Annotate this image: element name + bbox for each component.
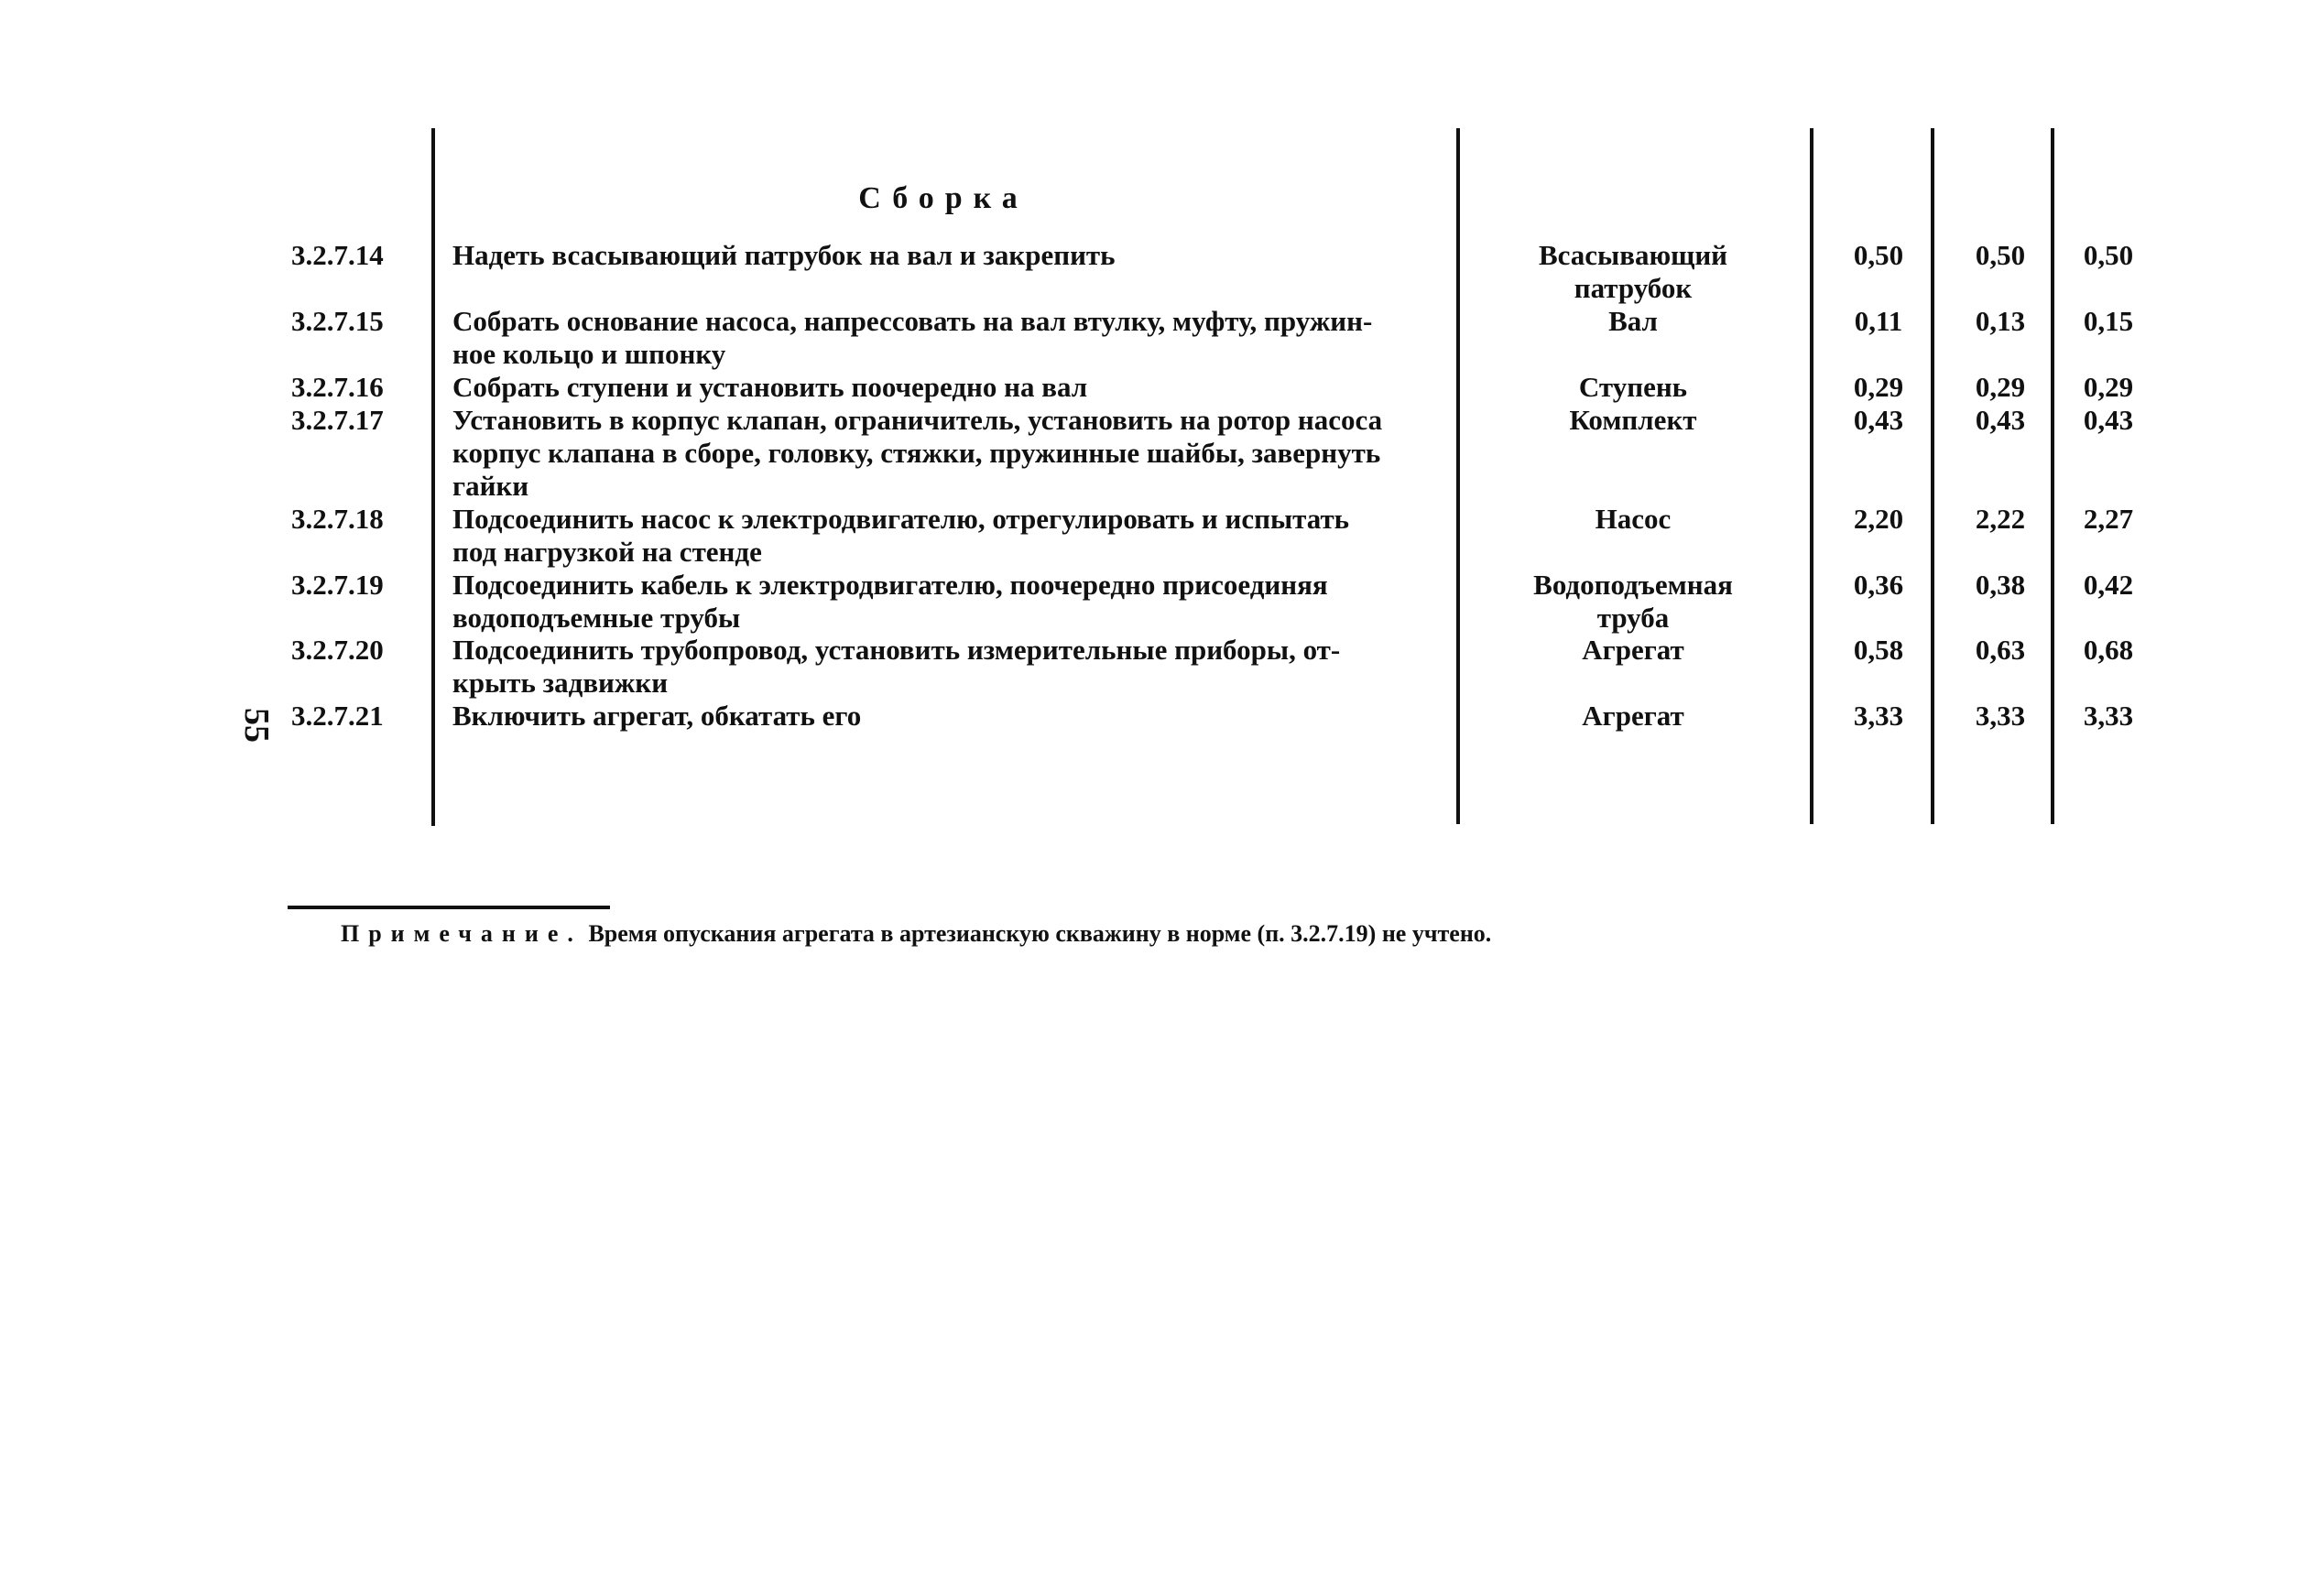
row-code: 3.2.7.18 (291, 503, 384, 535)
row-unit: Агрегат (1582, 634, 1684, 666)
row-value-3: 0,15 (2083, 305, 2134, 337)
row-value-2: 0,63 (1975, 634, 2026, 666)
row-value-1: 0,43 (1853, 404, 1904, 436)
row-operation: Включить агрегат, обкатать его (452, 700, 862, 732)
row-code: 3.2.7.15 (291, 305, 384, 337)
footnote-rule (288, 906, 610, 909)
page-number: 55 (237, 708, 276, 743)
row-operation: Собрать основание насоса, напрессовать на вал втулку, муфту, пружин- ное кольцо и шпонку (452, 305, 1373, 370)
row-code: 3.2.7.21 (291, 700, 384, 732)
row-value-3: 0,68 (2083, 634, 2134, 666)
row-value-1: 0,11 (1854, 305, 1903, 337)
row-code: 3.2.7.19 (291, 569, 384, 601)
row-value-3: 3,33 (2083, 700, 2134, 732)
footnote-label: Примечание. (341, 920, 583, 947)
footnote-text: Время опускания агрегата в артезианскую скважину в норме (п. 3.2.7.19) не учтено. (588, 920, 1492, 947)
row-code: 3.2.7.17 (291, 404, 384, 436)
row-value-1: 0,29 (1853, 371, 1904, 403)
row-value-3: 2,27 (2083, 503, 2134, 535)
row-value-1: 3,33 (1853, 700, 1904, 732)
row-unit: Комплект (1569, 404, 1697, 436)
row-value-2: 0,38 (1975, 569, 2026, 601)
row-value-3: 0,29 (2083, 371, 2134, 403)
row-unit: Водоподъемная труба (1533, 569, 1733, 634)
row-unit: Вал (1608, 305, 1658, 337)
row-value-1: 0,50 (1853, 239, 1904, 271)
row-value-3: 0,43 (2083, 404, 2134, 436)
row-unit: Всасывающий патрубок (1538, 239, 1728, 304)
row-value-1: 0,58 (1853, 634, 1904, 666)
row-code: 3.2.7.20 (291, 634, 384, 666)
row-value-1: 2,20 (1853, 503, 1904, 535)
row-unit: Ступень (1578, 371, 1688, 403)
footnote (341, 920, 1491, 948)
row-value-1: 0,36 (1853, 569, 1904, 601)
row-value-2: 3,33 (1975, 700, 2026, 732)
row-value-3: 0,50 (2083, 239, 2134, 271)
row-operation: Собрать ступени и установить поочередно на вал (452, 371, 1088, 403)
table-rule-operation-unit (1456, 128, 1460, 824)
row-unit: Агрегат (1582, 700, 1684, 732)
row-value-2: 0,50 (1975, 239, 2026, 271)
row-value-3: 0,42 (2083, 569, 2134, 601)
row-value-2: 0,13 (1975, 305, 2026, 337)
row-operation: Надеть всасывающий патрубок на вал и закрепить (452, 239, 1116, 271)
row-operation: Подсоединить кабель к электродвигателю, поочередно присоединяя водоподъемные трубы (452, 569, 1328, 634)
row-operation: Установить в корпус клапан, ограничитель, установить на ротор насоса корпус клапана в сборе, головку, стяжки, пружинные шайбы, завернуть гайки (452, 404, 1383, 502)
row-operation: Подсоединить насос к электродвигателю, отрегулировать и испытать под нагрузкой на стенде (452, 503, 1350, 568)
table-rule-unit-v1 (1810, 128, 1813, 824)
row-value-2: 2,22 (1975, 503, 2026, 535)
row-value-2: 0,29 (1975, 371, 2026, 403)
row-code: 3.2.7.14 (291, 239, 384, 271)
section-title: Сборка (858, 181, 1029, 215)
row-code: 3.2.7.16 (291, 371, 384, 403)
row-unit: Насос (1595, 503, 1672, 535)
row-value-2: 0,43 (1975, 404, 2026, 436)
table-rule-left (431, 128, 435, 826)
row-operation: Подсоединить трубопровод, установить измерительные приборы, от- крыть задвижки (452, 634, 1341, 699)
